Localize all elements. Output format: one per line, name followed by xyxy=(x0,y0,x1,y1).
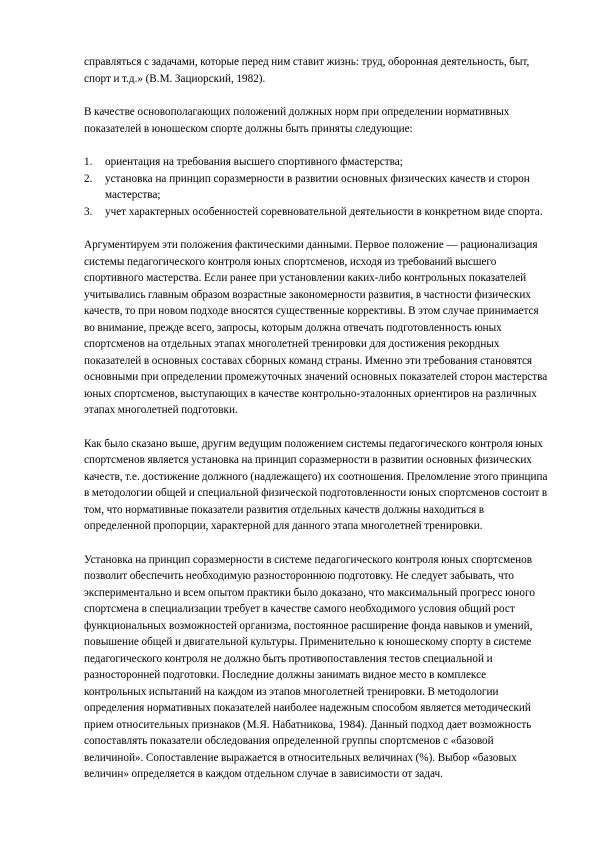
second-principle-paragraph: Как было сказано выше, другим ведущим положением системы педагогического контроля юных спортсменов является установка на принцип соразмерности в развитии основных физических качеств, т.е. достижение должного (надлежащего) их соотношения. Преломление этого принципа в методологии общей и специальной физической подготовленности юных спортсменов состоит в том, что нормативные показатели развития отдельных качеств должны находиться в определенной пропорции, характерной для данного этапа многолетней тренировки. xyxy=(84,437,548,532)
list-item xyxy=(84,154,551,171)
intro-continuation-paragraph: справляться с задачами, которые перед ним ставит жизнь: труд, оборонная деятельность, быт, спорт и т.д.» (В.М. Зациорский, 1982). xyxy=(84,56,530,85)
list-item-number: 2. xyxy=(84,172,93,185)
list-item xyxy=(84,171,551,204)
document-body xyxy=(84,54,551,783)
list-item xyxy=(84,204,551,221)
principles-list xyxy=(84,154,551,220)
list-item-text: учет характерных особенностей соревновательной деятельности в конкретном виде спорта. xyxy=(105,205,543,218)
list-item-number: 1. xyxy=(84,156,93,168)
first-principle-paragraph: Аргументируем эти положения фактическими данными. Первое положение — рационализация системы педагогического контроля юных спортсменов, исходя из требований высшего спортивного мастерства. Если ранее при установлении каких-либо контрольных показателей учитывались главным образом возрастные закономерности развития, в частности физических качеств, то при новом подходе вносятся существенные коррективы. В этом случае принимается во внимание, прежде всего, запросы, которым должна отвечать подготовленность юных спортсменов на отдельных этапах многолетней тренировки для достижения рекордных показателей в основных составах сборных команд страны. Именно эти требования становятся основными при определении промежуточных значений основных показателей сторон мастерства юных спортсменов, выступающих в качестве контрольно-эталонных ориентиров на различных этапах многолетней подготовки. xyxy=(84,239,548,416)
principles-lead-paragraph: В качестве основополагающих положений должных норм при определении нормативных показателей в юношеском спорте должны быть приняты следующие: xyxy=(84,106,510,135)
list-item-number: 3. xyxy=(84,205,93,218)
proportionality-paragraph: Установка на принцип соразмерности в системе педагогического контроля юных спортсменов позволит обеспечить необходимую разностороннюю подготовку. Не следует забывать, что экспериментально и всем опытом практики было доказано, что максимальный прогресс юного спортсмена в специализации требует в качестве самого необходимого условия общий рост функциональных возможностей организма, постоянное расширение фонда навыков и умений, повышение общей и двигательной культуры. Применительно к юношескому спорту в системе педагогического контроля не должно быть противопоставления тестов специальной и разносторонней подготовки. Последние должны занимать видное место в комплексе контрольных испытаний на каждом из этапов многолетней тренировки. В методологии определения нормативных показателей наиболее надежным способом является методический прием относительных признаков (М.Я. Набатникова, 1984). Данный подход дает возможность сопоставлять показатели обследования определенной группы спортсменов с «базовой величиной». Сопоставление выражается в относительных величинах (%). Выбор «базовых величин» определяется в каждом отдельном случае в зависимости от задач. xyxy=(84,553,535,780)
list-item-text: ориентация на требования высшего спортивного фмастерства; xyxy=(105,156,403,168)
list-item-text: установка на принцип соразмерности в развитии основных физических качеств и сторон мастерства; xyxy=(105,172,530,201)
